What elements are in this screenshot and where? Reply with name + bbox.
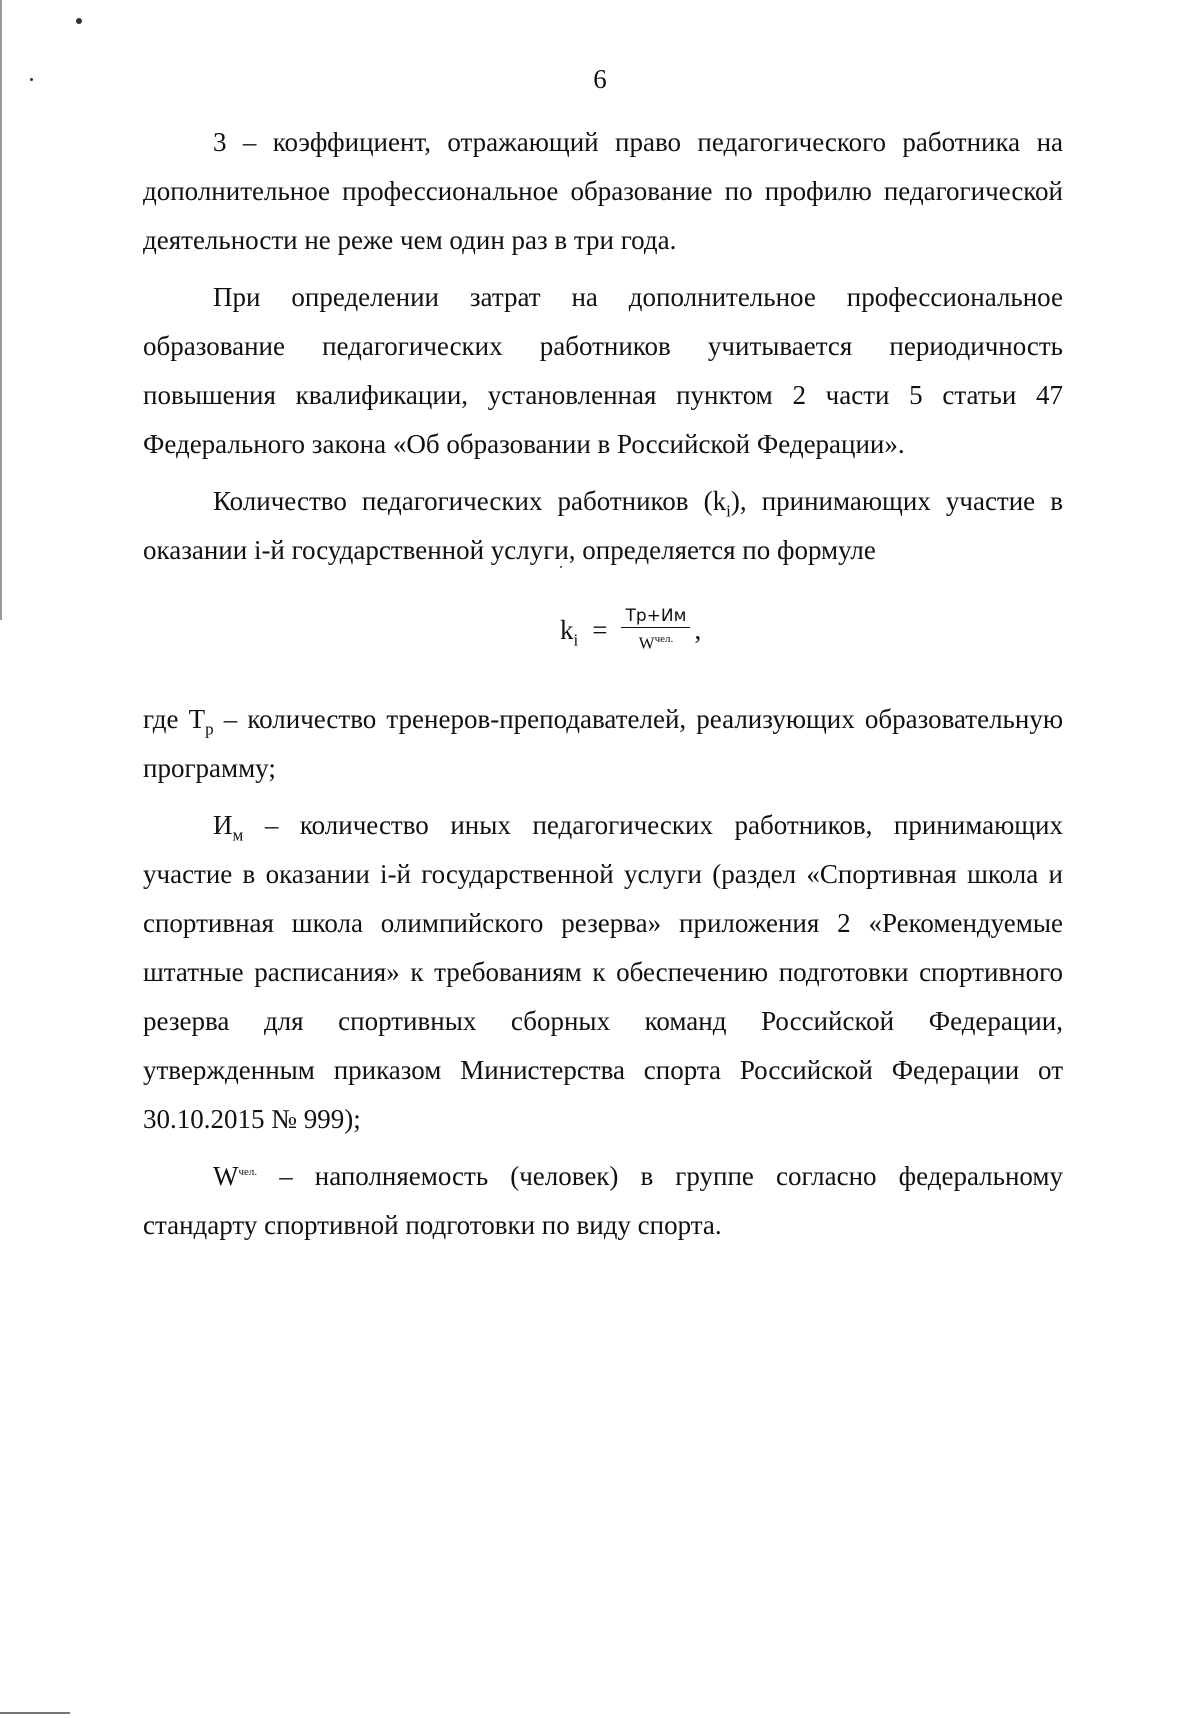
formula-lhs-symbol: k	[560, 614, 574, 645]
staff-count-text-b: ), принимающих участие в оказании i-й государственной услуги, определяется по формуле	[143, 486, 1063, 565]
im-subscript: м	[232, 825, 244, 845]
formula-ki	[560, 600, 701, 660]
paragraph-staff-count	[143, 477, 1063, 575]
formula-denominator-symbol: W	[638, 633, 655, 653]
page-number: 6	[593, 64, 607, 94]
w-superscript: чел.	[238, 1166, 258, 1178]
definition-im	[143, 801, 1063, 1144]
formula-fraction	[621, 605, 690, 655]
formula-lhs-subscript: i	[573, 629, 579, 649]
scan-speck	[76, 18, 82, 24]
definition-w	[143, 1152, 1063, 1250]
im-description: – количество иных педагогических работников, принимающих участие в оказании i-й государственной услуги (раздел «Спортивная школа и спортивная школа олимпийского резерва» приложения 2 «Рекомендуемые штатные расписания» к требованиям к обеспечению подготовки спортивного резерва для спортивных сборных команд Российской Федерации, утвержденным приказом Министерства спорта Российской Федерации от 30.10.2015 № 999);	[143, 810, 1063, 1134]
tp-symbol: Т	[188, 704, 206, 734]
formula-numerator: Тр+Им	[621, 605, 690, 628]
formula-denominator	[635, 628, 678, 655]
w-description: – наполняемость (человек) в группе согласно федеральному стандарту спортивной подготовки по виду спорта.	[143, 1161, 1063, 1240]
formula-trailing-comma: ,	[694, 614, 702, 645]
formula-denominator-superscript: чел.	[654, 633, 674, 646]
tp-subscript: р	[205, 719, 214, 739]
formula-equals: =	[592, 614, 608, 645]
paragraph-periodicity: При определении затрат на дополнительное профессиональное образование педагогических работников учитывается периодичность повышения квалификации, установленная пунктом 2 части 5 статьи 47 Федерального закона «Об образовании в Российской Федерации».	[143, 282, 1063, 459]
body-text-definitions	[143, 695, 1063, 1250]
paragraph-coefficient: 3 – коэффициент, отражающий право педагогического работника на дополнительное профессиональное образование по профилю педагогической деятельности не реже чем один раз в три года.	[143, 127, 1063, 255]
im-symbol: И	[213, 810, 233, 840]
definition-lead-word: где	[143, 704, 179, 734]
tp-description: – количество тренеров-преподавателей, реализующих образовательную программу;	[143, 704, 1063, 783]
w-symbol: W	[213, 1161, 239, 1191]
definition-tp	[143, 695, 1063, 793]
formula-lhs	[560, 614, 579, 649]
body-text-top	[143, 118, 1063, 575]
staff-count-subscript: i	[726, 501, 731, 521]
scan-bottom-line	[0, 1712, 70, 1714]
staff-count-text-a: Количество педагогических работников (k	[213, 486, 727, 516]
